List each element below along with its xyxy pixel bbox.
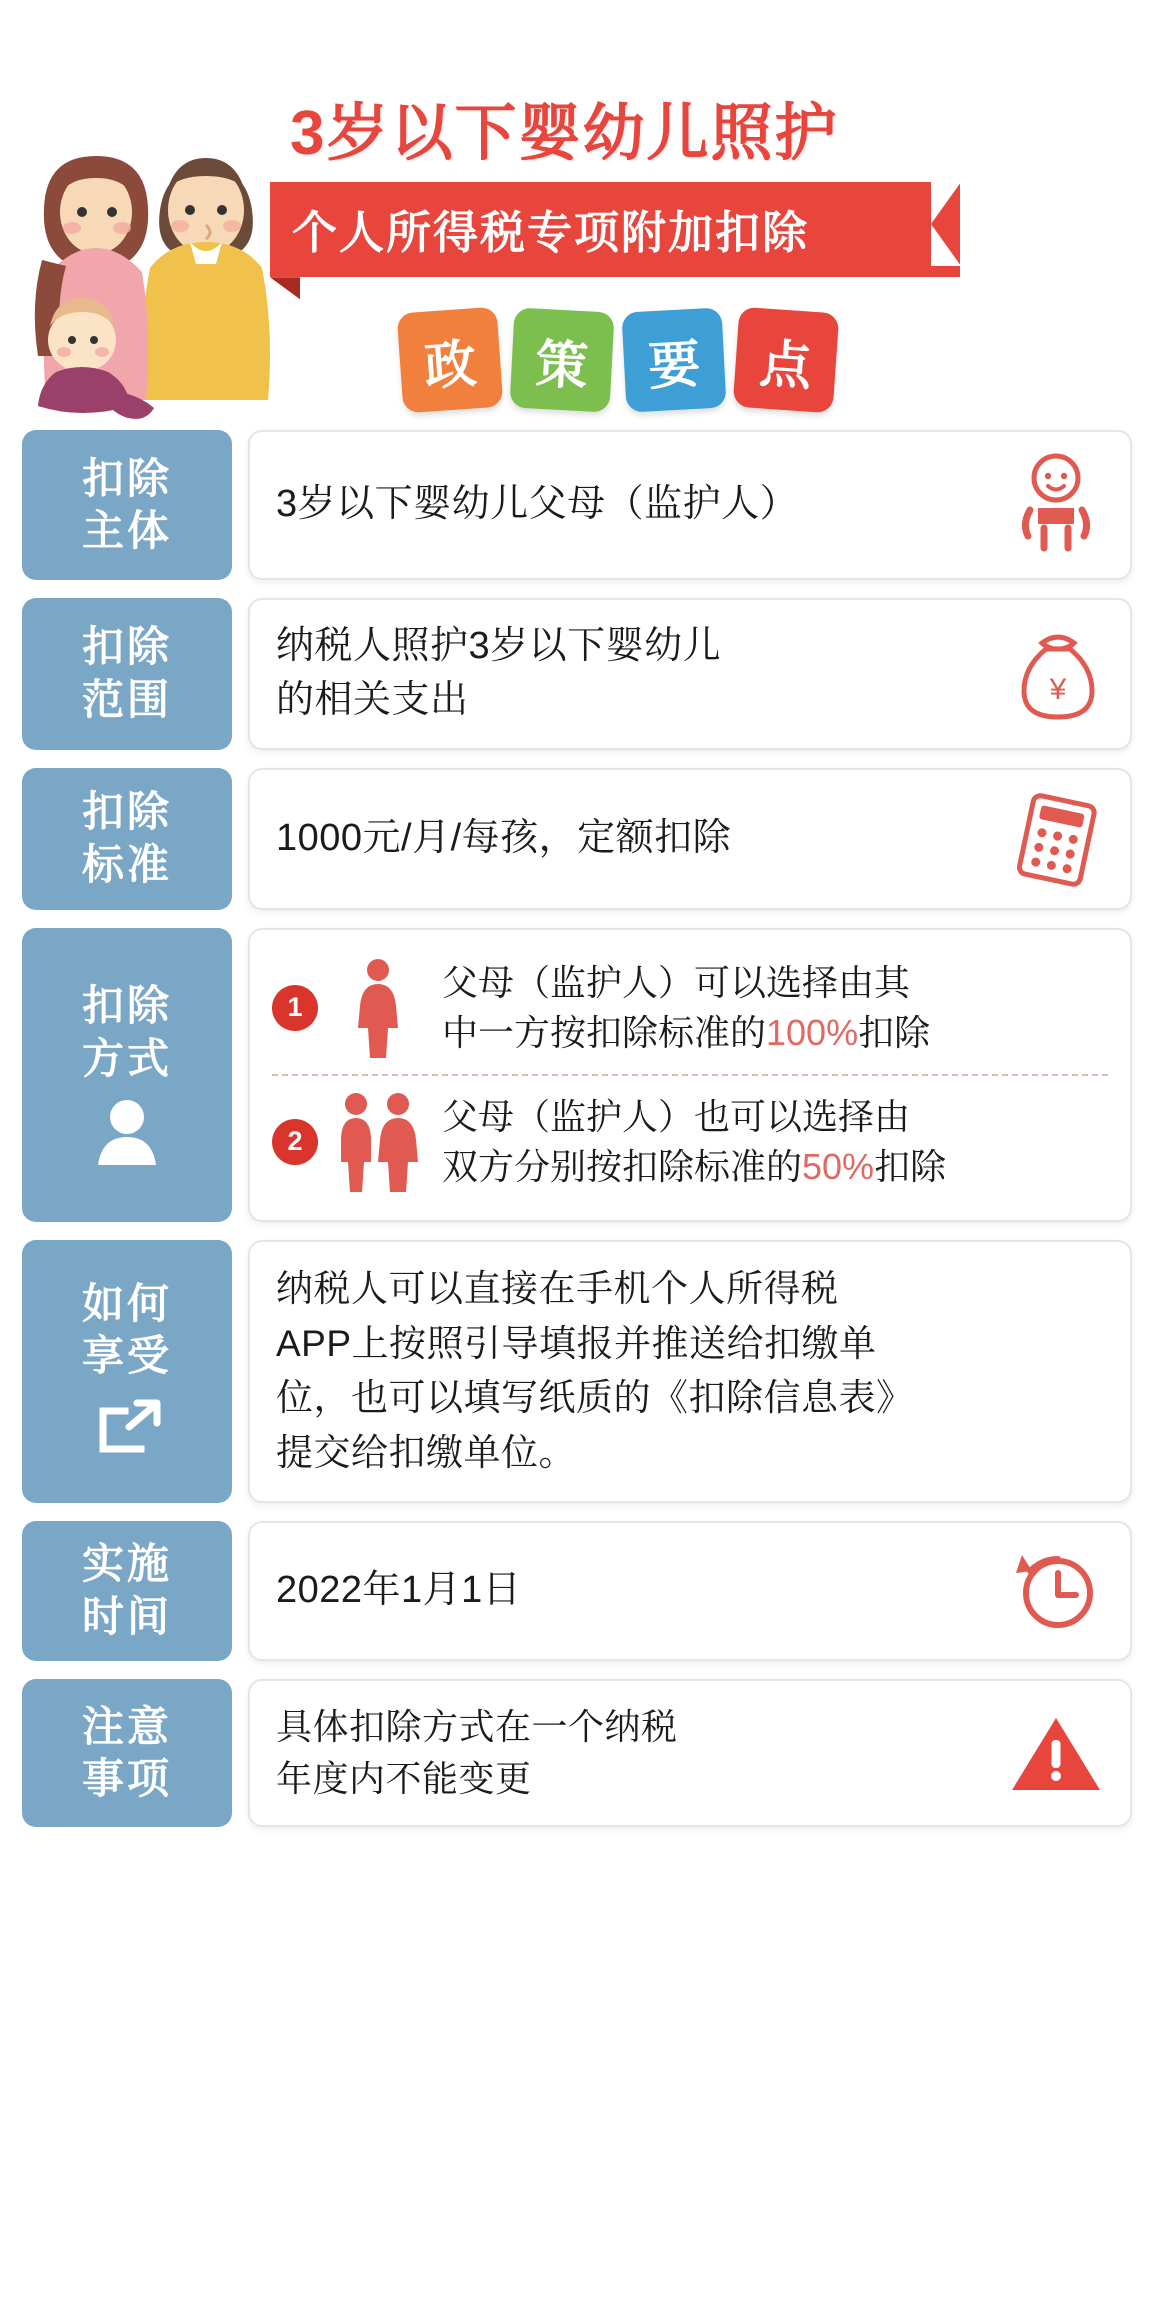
method-text-1-post: 扣除: [858, 1011, 931, 1053]
row-notes: [22, 1679, 1132, 1827]
row-label-deduction-subject: [22, 430, 232, 580]
method-item-2: [272, 1080, 1108, 1204]
method-text-1-highlight: 100%: [766, 1011, 859, 1053]
keypoints-row: [400, 310, 836, 410]
row-label-line-2: 主体: [81, 507, 172, 554]
how-to-enjoy-line-4: 提交给扣缴单位。: [276, 1432, 576, 1474]
row-label-line-1: 扣除: [81, 623, 172, 671]
keypoint-block-2: 策: [509, 307, 614, 412]
method-text-2-line-2: [442, 1142, 1108, 1192]
effective-date-text: 2022年1月1日: [276, 1568, 522, 1611]
row-body-notes: [248, 1679, 1132, 1827]
row-label-effective-date: [22, 1521, 232, 1661]
keypoint-block-4: 点: [733, 307, 840, 414]
row-deduction-subject: [22, 430, 1132, 580]
keypoint-block-3: 要: [621, 307, 726, 412]
row-label-how-to-enjoy: [22, 1240, 232, 1503]
row-label-line-2: 标准: [81, 840, 172, 888]
row-effective-date: [22, 1521, 1132, 1661]
row-how-to-enjoy: [22, 1240, 1132, 1503]
row-body-how-to-enjoy: [248, 1240, 1132, 1503]
row-label-deduction-standard: [22, 768, 232, 910]
title-ribbon: [270, 182, 960, 277]
method-number-badge-2: 2: [272, 1119, 318, 1165]
row-deduction-scope: [22, 598, 1132, 750]
deduction-scope-line-1: 纳税人照护3岁以下婴幼儿: [276, 625, 722, 667]
row-body-effective-date: [248, 1521, 1132, 1661]
deduction-standard-text: 1000元/月/每孩，定额扣除: [276, 816, 732, 859]
method-text-2-highlight: 50%: [802, 1145, 875, 1187]
row-label-deduction-scope: [22, 598, 232, 750]
method-text-2: [442, 1092, 1108, 1193]
row-label-line-1: 扣除: [81, 454, 172, 502]
row-label-line-2: 享受: [81, 1332, 172, 1380]
notes-line-2: 年度内不能变更: [276, 1758, 532, 1800]
row-label-line-2: 范围: [81, 675, 172, 723]
single-parent-icon: [330, 956, 426, 1060]
deduction-scope-line-2: 的相关支出: [276, 678, 469, 721]
method-list: [272, 946, 1108, 1204]
row-label-line-1: 如何: [81, 1279, 172, 1327]
method-text-2-pre: 双方分别按扣除标准的: [442, 1145, 803, 1187]
row-body-deduction-scope: [248, 598, 1132, 750]
clock-icon: [1012, 1545, 1104, 1637]
method-text-1: [442, 958, 1108, 1059]
row-deduction-method: [22, 928, 1132, 1222]
row-body-deduction-method: [248, 928, 1132, 1222]
method-text-2-line-1: 父母（监护人）也可以选择由: [442, 1095, 911, 1137]
deduction-scope-text: [276, 620, 998, 728]
row-label-line-1: 扣除: [81, 788, 172, 836]
row-label-line-1: 注意: [81, 1702, 172, 1750]
how-to-enjoy-text: [276, 1262, 1104, 1481]
row-label-deduction-method: [22, 928, 232, 1222]
notes-line-1: 具体扣除方式在一个纳税: [276, 1705, 678, 1747]
header: [0, 0, 1154, 430]
title-banner: [270, 100, 1010, 277]
title-line-1: 3岁以下婴幼儿照护: [290, 99, 839, 168]
row-body-deduction-subject: [248, 430, 1132, 580]
row-label-line-2: 事项: [81, 1755, 172, 1803]
how-to-enjoy-line-2: APP上按照引导填报并推送给扣缴单: [276, 1322, 877, 1364]
method-text-1-pre: 中一方按扣除标准的: [442, 1011, 767, 1053]
family-illustration: [20, 90, 280, 450]
row-body-deduction-standard: [248, 768, 1132, 910]
method-text-1-line-1: 父母（监护人）可以选择由其: [442, 961, 911, 1003]
row-deduction-standard: [22, 768, 1132, 910]
person-icon: [88, 1095, 166, 1169]
method-divider: [272, 1074, 1108, 1076]
notes-text: [276, 1701, 994, 1805]
money-bag-icon: [1012, 623, 1104, 725]
row-label-line-1: 扣除: [81, 982, 172, 1030]
deduction-subject-text: 3岁以下婴幼儿父母（监护人）: [276, 483, 799, 526]
row-label-line-2: 时间: [81, 1592, 172, 1640]
title-line-2: 个人所得税专项附加扣除: [292, 207, 810, 259]
method-number-badge-1: 1: [272, 985, 318, 1031]
baby-icon: [1008, 452, 1104, 558]
export-arrow-icon: [89, 1393, 165, 1465]
keypoint-block-1: 政: [397, 307, 504, 414]
method-text-1-line-2: [442, 1008, 1108, 1058]
row-label-line-2: 方式: [81, 1034, 172, 1082]
two-parents-icon: [330, 1090, 426, 1194]
how-to-enjoy-line-1: 纳税人可以直接在手机个人所得税: [276, 1267, 839, 1309]
method-text-2-post: 扣除: [874, 1145, 947, 1187]
method-item-1: [272, 946, 1108, 1070]
content-rows: [0, 430, 1154, 1827]
warning-triangle-icon: [1008, 1710, 1104, 1796]
row-label-line-1: 实施: [81, 1540, 172, 1588]
calculator-icon: [1010, 790, 1104, 888]
svg-text:¥: ¥: [1049, 672, 1067, 706]
row-label-notes: [22, 1679, 232, 1827]
how-to-enjoy-line-3: 位，也可以填写纸质的《扣除信息表》: [276, 1377, 914, 1419]
